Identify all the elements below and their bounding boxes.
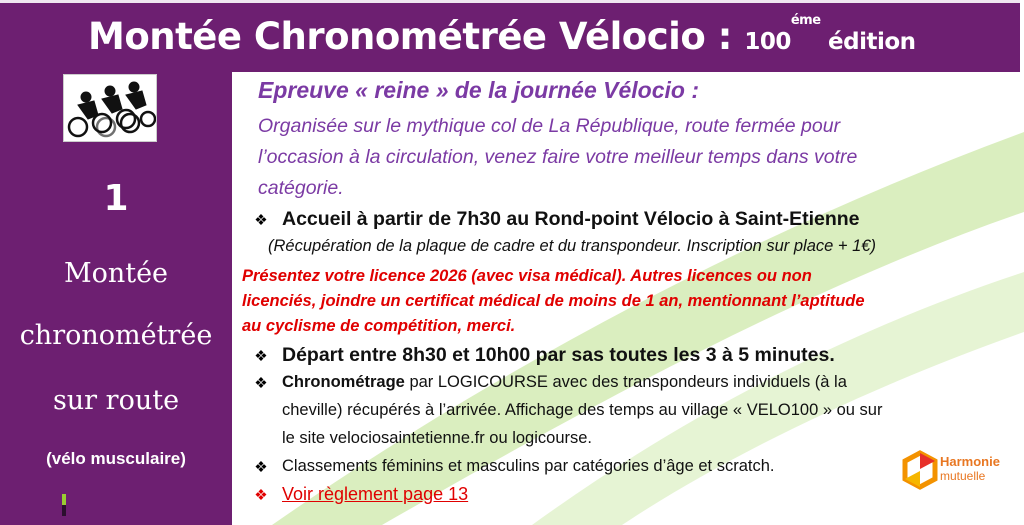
- depart-text: Départ entre 8h30 et 10h00 par sas toutes les 3 à 5 minutes.: [282, 344, 835, 366]
- logo-text-line1: Harmonie: [940, 454, 1000, 469]
- edition-word: édition: [820, 29, 916, 55]
- intro-line2: l’occasion à la circulation, venez faire votre meilleur temps dans votre: [258, 146, 858, 168]
- edition-number: 100: [744, 29, 791, 55]
- chrono-line3: le site velociosaintetienne.fr ou logicourse.: [282, 429, 593, 447]
- bullet-accueil: [254, 208, 860, 231]
- diamond-bullet-icon: ❖: [254, 486, 268, 504]
- title-text: Montée Chronométrée Vélocio :: [88, 15, 745, 58]
- bullet-depart: [254, 344, 835, 367]
- bullet-classements: [254, 457, 774, 476]
- diamond-bullet-icon: ❖: [254, 211, 268, 229]
- cyclists-icon: [63, 74, 157, 142]
- logo-text-line2: mutuelle: [940, 469, 986, 483]
- chrono-line1: [282, 373, 847, 392]
- event-name-line1: Montée: [63, 258, 169, 289]
- chrono-bold: Chronométrage: [282, 373, 405, 391]
- title-banner: [0, 0, 1020, 72]
- intro-line3: catégorie.: [258, 177, 344, 199]
- event-name-line3: sur route: [52, 385, 180, 416]
- accueil-text: Accueil à partir de 7h30 au Rond-point Vélocio à Saint-Etienne: [282, 208, 860, 230]
- bullet-chrono: [254, 373, 847, 392]
- edition-label: [744, 13, 916, 55]
- decorative-mark: [62, 494, 66, 516]
- diamond-bullet-icon: ❖: [254, 458, 268, 476]
- license-warning-line3: au cyclisme de compétition, merci.: [242, 317, 516, 335]
- chrono-line2: cheville) récupérés à l’arrivée. Affichage des temps au village « VELO100 » ou sur: [282, 401, 883, 419]
- event-category: (vélo musculaire): [46, 449, 186, 468]
- event-number: 1: [103, 178, 129, 219]
- diamond-bullet-icon: ❖: [254, 374, 268, 392]
- event-subtitle: Epreuve « reine » de la journée Vélocio :: [258, 77, 699, 103]
- chrono-line1-text: par LOGICOURSE avec des transpondeurs individuels (à la: [404, 373, 847, 391]
- reglement-link[interactable]: Voir règlement page 13: [282, 484, 469, 504]
- event-name-line2: chronométrée: [19, 320, 213, 351]
- license-warning-line2: licenciés, joindre un certificat médical de moins de 1 an, mentionnant l’aptitude: [242, 292, 865, 310]
- intro-line1: Organisée sur le mythique col de La République, route fermée pour: [258, 115, 841, 137]
- accueil-detail: (Récupération de la plaque de cadre et du transpondeur. Inscription sur place + 1€): [268, 237, 876, 255]
- license-warning-line1: Présentez votre licence 2026 (avec visa médical). Autres licences ou non: [242, 267, 812, 285]
- edition-superscript: éme: [790, 13, 821, 28]
- page-title: [88, 15, 916, 58]
- diamond-bullet-icon: ❖: [254, 347, 268, 365]
- bullet-reglement[interactable]: [254, 484, 468, 505]
- classements-text: Classements féminins et masculins par catégories d’âge et scratch.: [282, 457, 775, 475]
